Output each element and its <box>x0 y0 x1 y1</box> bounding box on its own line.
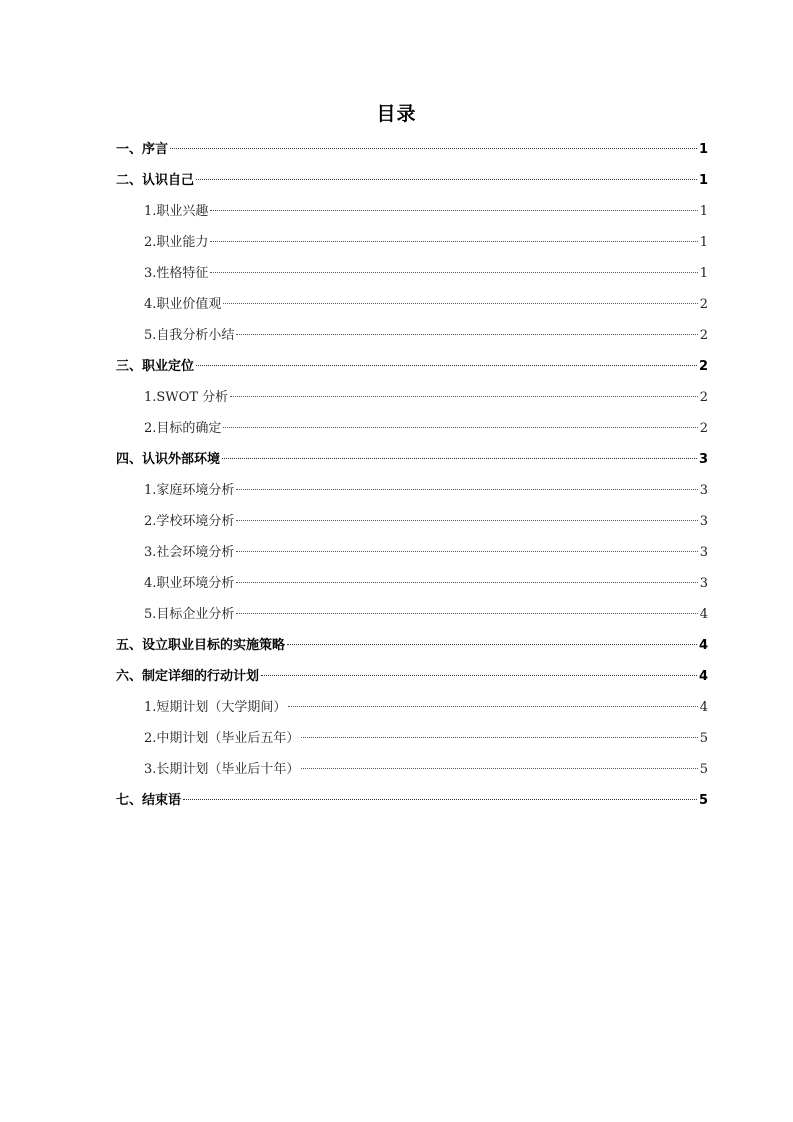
toc-entry-label: 一、序言 <box>116 142 169 157</box>
toc-entry-career-environment[interactable] <box>116 572 708 603</box>
toc-entry-preface[interactable] <box>116 138 708 169</box>
toc-entry-external-environment[interactable] <box>116 448 708 479</box>
toc-page-number: 3 <box>699 576 708 591</box>
toc-page-number: 5 <box>699 731 708 746</box>
toc-page-number: 2 <box>699 297 708 312</box>
toc-entry-label: 5.自我分析小结 <box>144 328 235 343</box>
toc-entry-conclusion[interactable] <box>116 789 708 820</box>
toc-entry-label: 4.职业价值观 <box>144 297 222 312</box>
toc-entry-target-company[interactable] <box>116 603 708 634</box>
toc-page-number: 4 <box>698 638 708 653</box>
toc-dot-leader <box>236 489 697 490</box>
toc-page-number: 2 <box>699 421 708 436</box>
toc-dot-leader <box>210 272 697 273</box>
toc-entry-swot[interactable] <box>116 386 708 417</box>
toc-entry-label: 2.中期计划（毕业后五年） <box>144 731 300 746</box>
toc-dot-leader <box>183 799 697 800</box>
toc-dot-leader <box>288 706 697 707</box>
toc-page-number: 1 <box>698 142 708 157</box>
toc-entry-implementation-strategy[interactable] <box>116 634 708 665</box>
toc-entry-family-environment[interactable] <box>116 479 708 510</box>
toc-dot-leader <box>261 675 697 676</box>
toc-entry-social-environment[interactable] <box>116 541 708 572</box>
toc-dot-leader <box>210 210 697 211</box>
toc-page-number: 4 <box>699 607 708 622</box>
toc-dot-leader <box>210 241 697 242</box>
toc-entry-label: 2.目标的确定 <box>144 421 222 436</box>
toc-entry-label: 3.社会环境分析 <box>144 545 235 560</box>
toc-entry-label: 七、结束语 <box>116 793 182 808</box>
toc-entry-label: 三、职业定位 <box>116 359 195 374</box>
toc-entry-label: 1.SWOT 分析 <box>144 390 229 405</box>
toc-page-number: 5 <box>699 762 708 777</box>
toc-entry-goal-setting[interactable] <box>116 417 708 448</box>
toc-entry-label: 1.家庭环境分析 <box>144 483 235 498</box>
toc-dot-leader <box>170 148 697 149</box>
toc-entry-career-interest[interactable] <box>116 200 708 231</box>
toc-entry-self-summary[interactable] <box>116 324 708 355</box>
toc-entry-label: 二、认识自己 <box>116 173 195 188</box>
toc-dot-leader <box>223 427 697 428</box>
toc-entry-label: 1.职业兴趣 <box>144 204 209 219</box>
toc-dot-leader <box>236 520 697 521</box>
toc-title: 目录 <box>376 103 417 125</box>
toc-entry-school-environment[interactable] <box>116 510 708 541</box>
toc-dot-leader <box>236 334 697 335</box>
toc-entry-label: 3.性格特征 <box>144 266 209 281</box>
toc-entry-label: 4.职业环境分析 <box>144 576 235 591</box>
toc-dot-leader <box>301 737 697 738</box>
toc-entry-career-values[interactable] <box>116 293 708 324</box>
toc-dot-leader <box>301 768 697 769</box>
toc-entry-label: 五、设立职业目标的实施策略 <box>116 638 286 653</box>
toc-entry-personality[interactable] <box>116 262 708 293</box>
toc-entry-label: 5.目标企业分析 <box>144 607 235 622</box>
toc-dot-leader <box>236 582 697 583</box>
toc-entry-label: 2.学校环境分析 <box>144 514 235 529</box>
toc-entry-label: 四、认识外部环境 <box>116 452 221 467</box>
toc-dot-leader <box>196 179 697 180</box>
toc-entry-label: 2.职业能力 <box>144 235 209 250</box>
toc-dot-leader <box>236 613 697 614</box>
toc-page-number: 3 <box>698 452 708 467</box>
toc-entry-short-term-plan[interactable] <box>116 696 708 727</box>
toc-page-number: 4 <box>698 669 708 684</box>
toc-entry-long-term-plan[interactable] <box>116 758 708 789</box>
toc-entry-know-yourself[interactable] <box>116 169 708 200</box>
toc-page-number: 3 <box>699 483 708 498</box>
toc-page-number: 2 <box>698 359 708 374</box>
toc-page-number: 3 <box>699 545 708 560</box>
toc-entry-mid-term-plan[interactable] <box>116 727 708 758</box>
toc-dot-leader <box>287 644 697 645</box>
toc-page-number: 2 <box>699 328 708 343</box>
toc-entry-label: 六、制定详细的行动计划 <box>116 669 260 684</box>
toc-dot-leader <box>223 303 697 304</box>
toc-page-number: 2 <box>699 390 708 405</box>
toc-page-number: 1 <box>699 235 708 250</box>
toc-entry-career-ability[interactable] <box>116 231 708 262</box>
toc-page-number: 1 <box>699 266 708 281</box>
toc-page-number: 3 <box>699 514 708 529</box>
toc-entry-career-positioning[interactable] <box>116 355 708 386</box>
toc-page-number: 1 <box>699 204 708 219</box>
toc-dot-leader <box>196 365 697 366</box>
toc-page-number: 1 <box>698 173 708 188</box>
toc-entry-action-plan[interactable] <box>116 665 708 696</box>
toc-entry-label: 3.长期计划（毕业后十年） <box>144 762 300 777</box>
toc-page-number: 4 <box>699 700 708 715</box>
toc-dot-leader <box>236 551 697 552</box>
toc-dot-leader <box>222 458 697 459</box>
toc-entry-label: 1.短期计划（大学期间） <box>144 700 287 715</box>
toc-dot-leader <box>230 396 698 397</box>
toc-list <box>116 138 708 820</box>
toc-page-number: 5 <box>698 793 708 808</box>
